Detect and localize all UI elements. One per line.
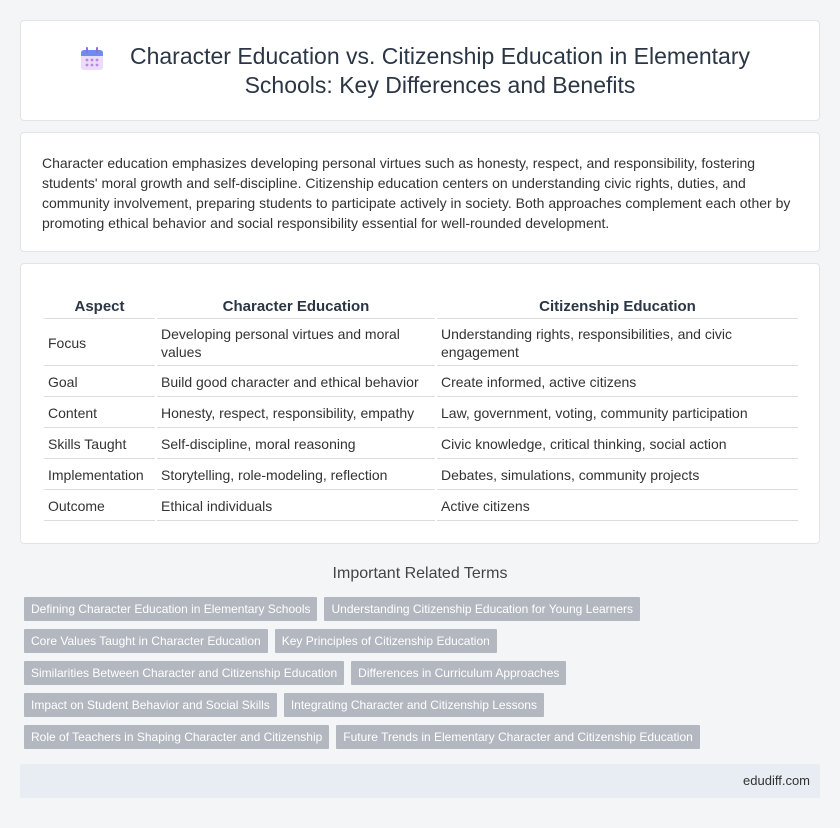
footer — [20, 764, 820, 798]
related-term-tag[interactable]: Understanding Citizenship Education for Young Learners — [324, 597, 640, 621]
tag-row — [24, 693, 824, 717]
related-term-tag[interactable]: Key Principles of Citizenship Education — [275, 629, 497, 653]
table-header-row — [44, 296, 798, 319]
related-term-tag[interactable]: Impact on Student Behavior and Social Skills — [24, 693, 277, 717]
header-citizenship: Citizenship Education — [437, 296, 798, 319]
related-term-tag[interactable]: Integrating Character and Citizenship Lessons — [284, 693, 544, 717]
header-card — [20, 20, 820, 121]
table-cell: Honesty, respect, responsibility, empathy — [157, 399, 435, 428]
related-terms-title: Important Related Terms — [332, 565, 508, 582]
table-cell: Storytelling, role-modeling, reflection — [157, 461, 435, 490]
related-term-tag[interactable]: Future Trends in Elementary Character and Citizenship Education — [336, 725, 700, 749]
tag-row — [24, 597, 824, 621]
related-term-tag[interactable]: Role of Teachers in Shaping Character and Citizenship — [24, 725, 329, 749]
table-cell: Understanding rights, responsibilities, and civic engagement — [437, 321, 798, 366]
header-aspect: Aspect — [44, 296, 155, 319]
table-cell: Civic knowledge, critical thinking, social action — [437, 430, 798, 459]
related-term-tag[interactable]: Defining Character Education in Elementary Schools — [24, 597, 317, 621]
table-cell: Outcome — [44, 492, 155, 521]
related-term-tag[interactable]: Similarities Between Character and Citizenship Education — [24, 661, 344, 685]
table-cell: Goal — [44, 368, 155, 397]
table-row — [44, 430, 798, 459]
header-character: Character Education — [157, 296, 435, 319]
table-row — [44, 368, 798, 397]
intro-card — [20, 132, 820, 252]
page-title: Character Education vs. Citizenship Education in Elementary Schools: Key Differences and Benefits — [129, 42, 751, 98]
table-cell: Self-discipline, moral reasoning — [157, 430, 435, 459]
table-cell: Debates, simulations, community projects — [437, 461, 798, 490]
footer-site-link[interactable]: edudiff.com — [743, 773, 810, 788]
table-cell: Active citizens — [437, 492, 798, 521]
table-row — [44, 321, 798, 366]
comparison-table — [42, 294, 800, 523]
table-row — [44, 461, 798, 490]
table-cell: Create informed, active citizens — [437, 368, 798, 397]
intro-text: Character education emphasizes developing personal virtues such as honesty, respect, and responsibility, fostering students' moral growth and self-discipline. Citizenship education centers on understanding civic rights, duties, and community involvement, preparing students to participate actively in society. Both approaches complement each other by promoting ethical behavior and social responsibility essential for well-rounded development. — [42, 155, 791, 231]
related-term-tag[interactable]: Core Values Taught in Character Education — [24, 629, 268, 653]
tag-row — [24, 725, 824, 749]
related-terms-list — [24, 597, 824, 757]
table-row — [44, 492, 798, 521]
table-cell: Developing personal virtues and moral values — [157, 321, 435, 366]
related-term-tag[interactable]: Differences in Curriculum Approaches — [351, 661, 566, 685]
tag-row — [24, 661, 824, 685]
table-cell: Content — [44, 399, 155, 428]
table-cell: Implementation — [44, 461, 155, 490]
table-cell: Skills Taught — [44, 430, 155, 459]
table-cell: Law, government, voting, community participation — [437, 399, 798, 428]
table-row — [44, 399, 798, 428]
table-cell: Ethical individuals — [157, 492, 435, 521]
table-cell: Focus — [44, 321, 155, 366]
table-cell: Build good character and ethical behavior — [157, 368, 435, 397]
tag-row — [24, 629, 824, 653]
comparison-card — [20, 263, 820, 544]
